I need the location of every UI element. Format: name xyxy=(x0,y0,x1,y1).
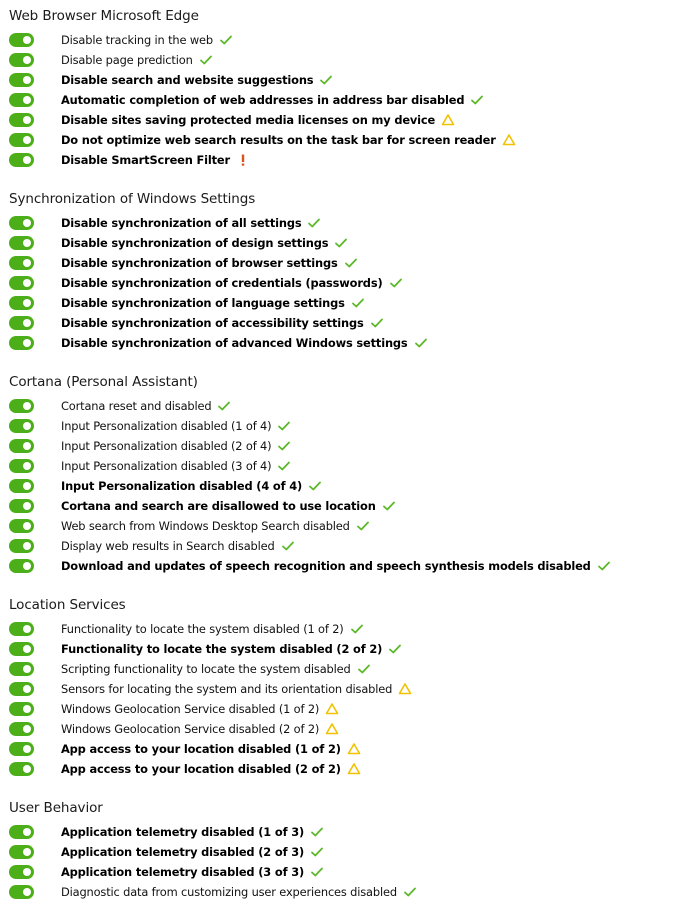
setting-label: Web search from Windows Desktop Search disabled xyxy=(61,519,350,533)
setting-toggle[interactable] xyxy=(9,153,34,167)
setting-label: Functionality to locate the system disabled (2 of 2) xyxy=(61,642,383,656)
toggle-knob xyxy=(23,156,31,164)
setting-row xyxy=(0,882,673,902)
setting-toggle[interactable] xyxy=(9,885,34,899)
check-icon xyxy=(403,885,417,899)
setting-toggle[interactable] xyxy=(9,113,34,127)
section-title: Synchronization of Windows Settings xyxy=(9,191,256,207)
setting-label: App access to your location disabled (2 of 2) xyxy=(61,762,341,776)
setting-label-group xyxy=(61,760,361,778)
setting-row xyxy=(0,110,673,130)
setting-label-group xyxy=(61,274,403,292)
setting-label-group xyxy=(61,91,484,109)
toggle-knob xyxy=(23,562,31,570)
toggle-knob xyxy=(23,888,31,896)
check-icon xyxy=(219,33,233,47)
check-icon xyxy=(281,539,295,553)
setting-label-group xyxy=(61,71,333,89)
setting-toggle[interactable] xyxy=(9,499,34,513)
check-icon xyxy=(199,53,213,67)
setting-label-group xyxy=(61,334,428,352)
setting-label: Windows Geolocation Service disabled (1 of 2) xyxy=(61,702,320,716)
setting-toggle[interactable] xyxy=(9,825,34,839)
setting-row xyxy=(0,639,673,659)
check-icon xyxy=(319,73,333,87)
toggle-knob xyxy=(23,725,31,733)
setting-label: Cortana reset and disabled xyxy=(61,399,212,413)
setting-label-group xyxy=(61,843,324,861)
setting-toggle[interactable] xyxy=(9,459,34,473)
setting-row xyxy=(0,30,673,50)
setting-toggle[interactable] xyxy=(9,256,34,270)
setting-row xyxy=(0,50,673,70)
setting-label: Input Personalization disabled (1 of 4) xyxy=(61,419,272,433)
toggle-knob xyxy=(23,522,31,530)
setting-label: Automatic completion of web addresses in address bar disabled xyxy=(61,93,465,107)
setting-row xyxy=(0,233,673,253)
setting-label: Display web results in Search disabled xyxy=(61,539,275,553)
setting-label-group xyxy=(61,234,348,252)
setting-label: Windows Geolocation Service disabled (2 of 2) xyxy=(61,722,320,736)
setting-label-group xyxy=(61,720,339,738)
setting-label-group xyxy=(61,700,339,718)
setting-label: Disable sites saving protected media licenses on my device xyxy=(61,113,436,127)
setting-label-group xyxy=(61,680,412,698)
setting-label: App access to your location disabled (1 of 2) xyxy=(61,742,341,756)
check-icon xyxy=(388,642,402,656)
setting-toggle[interactable] xyxy=(9,296,34,310)
setting-label-group xyxy=(61,740,361,758)
setting-label: Application telemetry disabled (2 of 3) xyxy=(61,845,305,859)
setting-row xyxy=(0,759,673,779)
setting-row xyxy=(0,739,673,759)
setting-toggle[interactable] xyxy=(9,622,34,636)
setting-row xyxy=(0,619,673,639)
setting-label: Disable synchronization of browser settings xyxy=(61,256,338,270)
setting-toggle[interactable] xyxy=(9,762,34,776)
setting-toggle[interactable] xyxy=(9,845,34,859)
setting-label: Download and updates of speech recognition and speech synthesis models disabled xyxy=(61,559,591,573)
setting-label-group xyxy=(61,537,295,555)
toggle-knob xyxy=(23,848,31,856)
check-icon xyxy=(344,256,358,270)
toggle-knob xyxy=(23,625,31,633)
check-icon xyxy=(277,439,291,453)
check-icon xyxy=(414,336,428,350)
setting-label: Input Personalization disabled (2 of 4) xyxy=(61,439,272,453)
setting-label: Sensors for locating the system and its orientation disabled xyxy=(61,682,393,696)
setting-toggle[interactable] xyxy=(9,33,34,47)
toggle-knob xyxy=(23,279,31,287)
section-title: Location Services xyxy=(9,597,126,613)
setting-label-group xyxy=(61,51,213,69)
setting-row xyxy=(0,699,673,719)
check-icon xyxy=(217,399,231,413)
setting-toggle[interactable] xyxy=(9,439,34,453)
setting-toggle[interactable] xyxy=(9,682,34,696)
setting-label-group xyxy=(61,823,324,841)
warning-triangle-icon xyxy=(325,702,339,716)
toggle-knob xyxy=(23,828,31,836)
setting-label-group xyxy=(61,477,322,495)
setting-row xyxy=(0,842,673,862)
toggle-knob xyxy=(23,745,31,753)
setting-toggle[interactable] xyxy=(9,276,34,290)
setting-toggle[interactable] xyxy=(9,742,34,756)
toggle-knob xyxy=(23,502,31,510)
setting-row xyxy=(0,456,673,476)
check-icon xyxy=(307,216,321,230)
toggle-knob xyxy=(23,685,31,693)
toggle-knob xyxy=(23,239,31,247)
setting-toggle[interactable] xyxy=(9,722,34,736)
setting-row xyxy=(0,536,673,556)
toggle-knob xyxy=(23,868,31,876)
toggle-knob xyxy=(23,56,31,64)
setting-row xyxy=(0,313,673,333)
setting-toggle[interactable] xyxy=(9,53,34,67)
setting-row xyxy=(0,862,673,882)
toggle-knob xyxy=(23,319,31,327)
setting-label-group xyxy=(61,497,396,515)
setting-label: Disable synchronization of accessibility settings xyxy=(61,316,364,330)
toggle-knob xyxy=(23,542,31,550)
setting-label-group xyxy=(61,397,231,415)
setting-row xyxy=(0,273,673,293)
setting-row xyxy=(0,416,673,436)
setting-label-group xyxy=(61,314,384,332)
toggle-knob xyxy=(23,442,31,450)
setting-row xyxy=(0,130,673,150)
setting-row xyxy=(0,213,673,233)
setting-label: Disable page prediction xyxy=(61,53,193,67)
setting-label-group xyxy=(61,437,291,455)
toggle-knob xyxy=(23,402,31,410)
setting-row xyxy=(0,496,673,516)
toggle-knob xyxy=(23,96,31,104)
setting-row xyxy=(0,516,673,536)
setting-label-group xyxy=(61,151,250,169)
setting-row xyxy=(0,822,673,842)
setting-toggle[interactable] xyxy=(9,133,34,147)
setting-toggle[interactable] xyxy=(9,559,34,573)
setting-label-group xyxy=(61,294,365,312)
setting-label-group xyxy=(61,457,291,475)
check-icon xyxy=(351,296,365,310)
toggle-knob xyxy=(23,299,31,307)
check-icon xyxy=(310,865,324,879)
check-icon xyxy=(334,236,348,250)
toggle-knob xyxy=(23,259,31,267)
setting-label: Disable tracking in the web xyxy=(61,33,213,47)
section-title: User Behavior xyxy=(9,800,103,816)
check-icon xyxy=(310,845,324,859)
exclamation-icon xyxy=(236,153,250,167)
setting-label: Cortana and search are disallowed to use location xyxy=(61,499,376,513)
setting-label: Input Personalization disabled (4 of 4) xyxy=(61,479,303,493)
toggle-knob xyxy=(23,339,31,347)
check-icon xyxy=(310,825,324,839)
setting-toggle[interactable] xyxy=(9,479,34,493)
setting-row xyxy=(0,90,673,110)
setting-row xyxy=(0,719,673,739)
setting-label-group xyxy=(61,557,611,575)
setting-row xyxy=(0,679,673,699)
check-icon xyxy=(350,622,364,636)
setting-label-group xyxy=(61,620,364,638)
setting-label-group xyxy=(61,640,402,658)
setting-toggle[interactable] xyxy=(9,316,34,330)
setting-row xyxy=(0,659,673,679)
setting-label: Disable synchronization of design settings xyxy=(61,236,329,250)
toggle-knob xyxy=(23,705,31,713)
setting-row xyxy=(0,333,673,353)
check-icon xyxy=(370,316,384,330)
check-icon xyxy=(277,419,291,433)
setting-toggle[interactable] xyxy=(9,399,34,413)
check-icon xyxy=(382,499,396,513)
setting-label: Diagnostic data from customizing user experiences disabled xyxy=(61,885,397,899)
check-icon xyxy=(308,479,322,493)
warning-triangle-icon xyxy=(347,742,361,756)
setting-label: Scripting functionality to locate the system disabled xyxy=(61,662,351,676)
setting-row xyxy=(0,253,673,273)
setting-label: Disable SmartScreen Filter xyxy=(61,153,230,167)
setting-label-group xyxy=(61,517,370,535)
toggle-knob xyxy=(23,645,31,653)
setting-label: Do not optimize web search results on the task bar for screen reader xyxy=(61,133,496,147)
setting-label-group xyxy=(61,883,417,901)
setting-row xyxy=(0,396,673,416)
setting-row xyxy=(0,150,673,170)
setting-label-group xyxy=(61,863,324,881)
toggle-knob xyxy=(23,765,31,773)
setting-toggle[interactable] xyxy=(9,216,34,230)
setting-label-group xyxy=(61,214,321,232)
setting-label-group xyxy=(61,660,371,678)
section-title: Web Browser Microsoft Edge xyxy=(9,8,199,24)
toggle-knob xyxy=(23,422,31,430)
setting-toggle[interactable] xyxy=(9,519,34,533)
setting-row xyxy=(0,436,673,456)
setting-label: Application telemetry disabled (1 of 3) xyxy=(61,825,305,839)
setting-row xyxy=(0,293,673,313)
check-icon xyxy=(357,662,371,676)
toggle-knob xyxy=(23,665,31,673)
setting-toggle[interactable] xyxy=(9,93,34,107)
setting-label-group xyxy=(61,111,455,129)
setting-toggle[interactable] xyxy=(9,865,34,879)
setting-toggle[interactable] xyxy=(9,539,34,553)
toggle-knob xyxy=(23,136,31,144)
setting-label-group xyxy=(61,417,291,435)
setting-toggle[interactable] xyxy=(9,336,34,350)
setting-label: Input Personalization disabled (3 of 4) xyxy=(61,459,272,473)
setting-label: Application telemetry disabled (3 of 3) xyxy=(61,865,305,879)
setting-toggle[interactable] xyxy=(9,642,34,656)
setting-label: Disable synchronization of all settings xyxy=(61,216,302,230)
check-icon xyxy=(597,559,611,573)
setting-toggle[interactable] xyxy=(9,702,34,716)
check-icon xyxy=(389,276,403,290)
check-icon xyxy=(470,93,484,107)
setting-toggle[interactable] xyxy=(9,73,34,87)
setting-toggle[interactable] xyxy=(9,662,34,676)
toggle-knob xyxy=(23,462,31,470)
setting-label-group xyxy=(61,254,358,272)
setting-label: Disable search and website suggestions xyxy=(61,73,314,87)
warning-triangle-icon xyxy=(441,113,455,127)
setting-label: Disable synchronization of language settings xyxy=(61,296,345,310)
toggle-knob xyxy=(23,219,31,227)
toggle-knob xyxy=(23,36,31,44)
setting-label: Disable synchronization of credentials (passwords) xyxy=(61,276,383,290)
warning-triangle-icon xyxy=(398,682,412,696)
setting-row xyxy=(0,556,673,576)
warning-triangle-icon xyxy=(325,722,339,736)
setting-toggle[interactable] xyxy=(9,419,34,433)
setting-label-group xyxy=(61,31,233,49)
setting-toggle[interactable] xyxy=(9,236,34,250)
setting-label: Disable synchronization of advanced Windows settings xyxy=(61,336,408,350)
check-icon xyxy=(277,459,291,473)
setting-label-group xyxy=(61,131,516,149)
toggle-knob xyxy=(23,482,31,490)
warning-triangle-icon xyxy=(502,133,516,147)
toggle-knob xyxy=(23,116,31,124)
check-icon xyxy=(356,519,370,533)
setting-row xyxy=(0,70,673,90)
warning-triangle-icon xyxy=(347,762,361,776)
section-title: Cortana (Personal Assistant) xyxy=(9,374,198,390)
toggle-knob xyxy=(23,76,31,84)
setting-row xyxy=(0,476,673,496)
setting-label: Functionality to locate the system disabled (1 of 2) xyxy=(61,622,344,636)
